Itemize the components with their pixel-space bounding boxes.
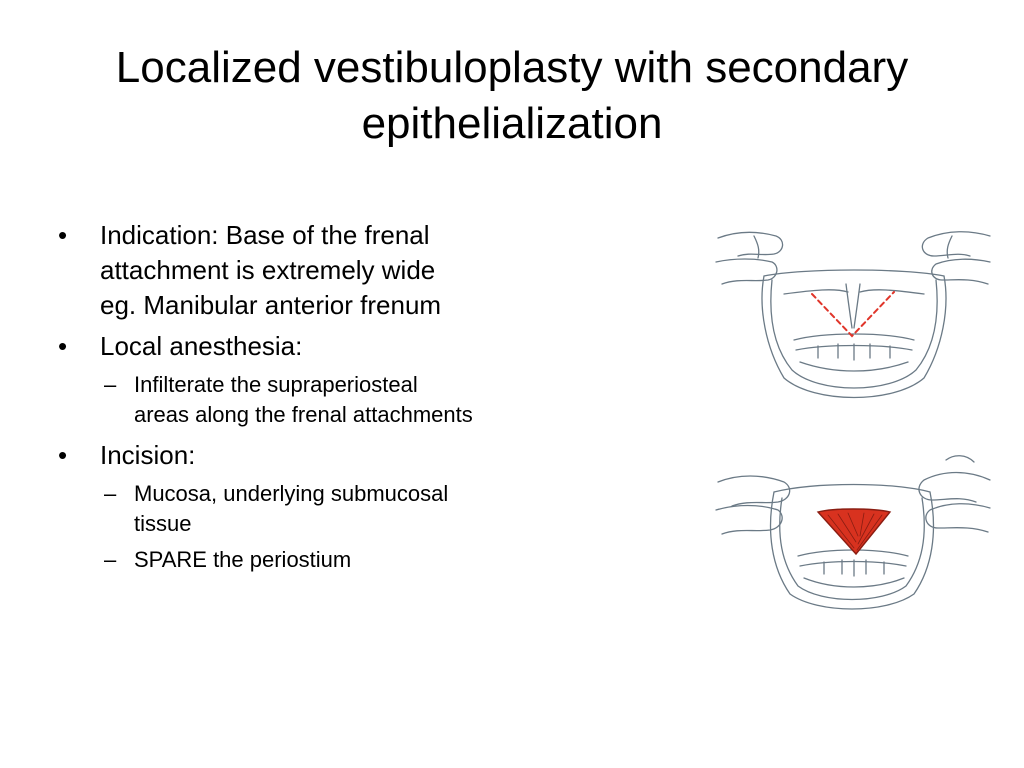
- sub-bullet-mucosa-line-1: Mucosa, underlying submucosal: [134, 481, 449, 506]
- bullet-incision-text: Incision:: [100, 440, 196, 470]
- slide-title: Localized vestibuloplasty with secondary epithelialization: [115, 43, 909, 148]
- bullet-indication-line-3: eg. Manibular anterior frenum: [100, 290, 442, 320]
- dash-glyph: –: [104, 547, 117, 572]
- bullet-indication-line-1: Indication: Base of the frenal: [100, 220, 430, 250]
- dash-glyph: –: [104, 481, 117, 506]
- incision-outline-illustration: [714, 228, 992, 414]
- sub-list-incision: [104, 479, 578, 575]
- bullet-glyph: •: [58, 440, 68, 470]
- sub-bullet-infiltrate-line-2: areas along the frenal attachments: [134, 402, 473, 427]
- bullet-local-anesthesia-text: Local anesthesia:: [100, 331, 303, 361]
- bullet-glyph: •: [58, 331, 68, 361]
- sub-bullet-infiltrate-line-1: Infilterate the supraperiosteal: [134, 372, 418, 397]
- sub-bullet-mucosa: [104, 479, 578, 539]
- dash-glyph: –: [104, 372, 117, 397]
- bullet-indication: [58, 218, 578, 323]
- bullet-incision: [58, 438, 578, 473]
- excised-wound-illustration: [714, 452, 992, 614]
- bullet-glyph: •: [58, 220, 68, 250]
- bullet-list: [58, 218, 578, 575]
- sub-list-anesthesia: [104, 370, 578, 430]
- sub-bullet-spare-periostium-text: SPARE the periostium: [134, 547, 352, 572]
- slide-body: [58, 218, 578, 583]
- bullet-indication-line-2: attachment is extremely wide: [100, 255, 436, 285]
- sub-bullet-mucosa-line-2: tissue: [134, 511, 192, 536]
- sub-bullet-spare-periostium: [104, 545, 578, 575]
- bullet-local-anesthesia: [58, 329, 578, 364]
- sub-bullet-infiltrate: [104, 370, 578, 430]
